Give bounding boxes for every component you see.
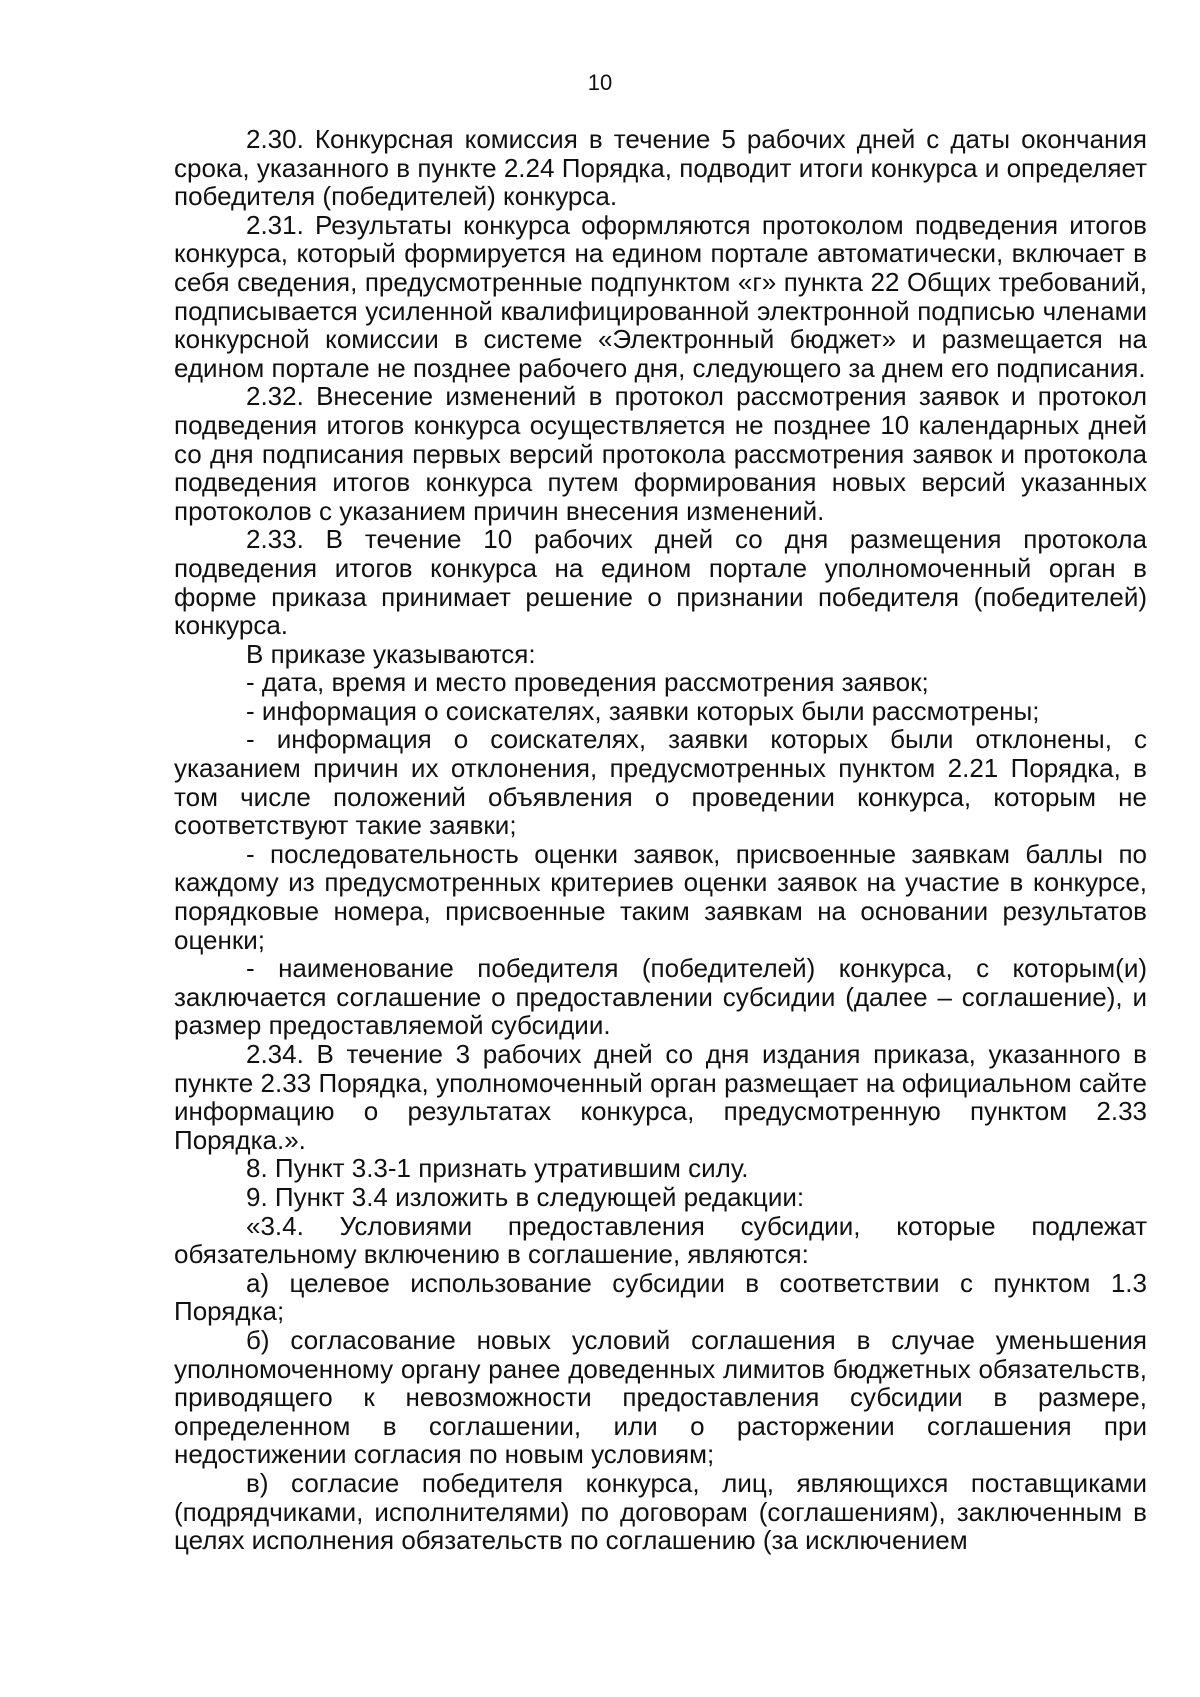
document-body (174, 125, 1147, 1555)
list-item: - информация о соискателях, заявки которых были отклонены, с указанием причин их отклонения, предусмотренных пунктом 2.21 Порядка, в том числе положений объявления о проведении конкурса, которым не соответствуют такие заявки; (174, 724, 1147, 841)
condition-item-v: в) согласие победителя конкурса, лиц, являющихся поставщиками (подрядчиками, исполнителями) по договорам (соглашениям), заключенным в целях исполнения обязательств по соглашению (за исключением (174, 1467, 1147, 1556)
list-item: - последовательность оценки заявок, присвоенные заявкам баллы по каждому из предусмотренных критериев оценки заявок на участие в конкурсе, порядковые номера, присвоенные таким заявкам на основании результатов оценки; (174, 838, 1147, 955)
paragraph-2-33: 2.33. В течение 10 рабочих дней со дня размещения протокола подведения итогов конкурса на едином портале уполномоченный орган в форме приказа принимает решение о признании победителя (победителей) конкурса. (174, 524, 1147, 641)
condition-item-b: б) согласование новых условий соглашения в случае уменьшения уполномоченному органу ранее доведенных лимитов бюджетных обязательств, приводящего к невозможности предоставления субсидии в размере, определенном в соглашении, или о расторжении соглашения при недостижении согласия по новым условиям; (174, 1324, 1147, 1470)
list-item: - дата, время и место проведения рассмотрения заявок; (246, 667, 929, 698)
paragraph-2-30: 2.30. Конкурсная комиссия в течение 5 рабочих дней с даты окончания срока, указанного в пункте 2.24 Порядка, подводит итоги конкурса и определяет победителя (победителей) конкурса. (174, 124, 1147, 212)
order-contents-intro: В приказе указываются: (246, 638, 536, 669)
paragraph-2-31: 2.31. Результаты конкурса оформляются протоколом подведения итогов конкурса, который формируется на едином портале автоматически, включает в себя сведения, предусмотренные подпунктом «г» пункта 22 Общих требований, подписывается усиленной квалифицированной электронной подписью членами конкурсной комиссии в системе «Электронный бюджет» и размещается на едином портале не позднее рабочего дня, следующего за днем его подписания. (174, 209, 1147, 383)
amendment-item-8: 8. Пункт 3.3-1 признать утратившим силу. (246, 1153, 749, 1184)
page-number: 10 (587, 70, 613, 95)
list-item: - информация о соискателях, заявки которых были рассмотрены; (246, 695, 1040, 726)
paragraph-2-34: 2.34. В течение 3 рабочих дней со дня издания приказа, указанного в пункте 2.33 Порядка, уполномоченный орган размещает на официальном сайте информацию о результатах конкурса, предусмотренную пунктом 2.33 Порядка.». (174, 1039, 1147, 1155)
amendment-item-9: 9. Пункт 3.4 изложить в следующей редакции: (246, 1181, 805, 1212)
paragraph-3-4: «3.4. Условиями предоставления субсидии, которые подлежат обязательному включению в соглашение, являются: (174, 1210, 1147, 1270)
list-item: - наименование победителя (победителей) конкурса, с которым(и) заключается соглашение о предоставлении субсидии (далее – соглашение), и размер предоставляемой субсидии. (174, 953, 1147, 1041)
condition-item-a: а) целевое использование субсидии в соответствии с пунктом 1.3 Порядка; (174, 1267, 1147, 1327)
paragraph-2-32: 2.32. Внесение изменений в протокол рассмотрения заявок и протокол подведения итогов конкурса осуществляется не позднее 10 календарных дней со дня подписания первых версий протокола рассмотрения заявок и протокола подведения итогов конкурса путем формирования новых версий указанных протоколов с указанием причин внесения изменений. (174, 381, 1147, 526)
